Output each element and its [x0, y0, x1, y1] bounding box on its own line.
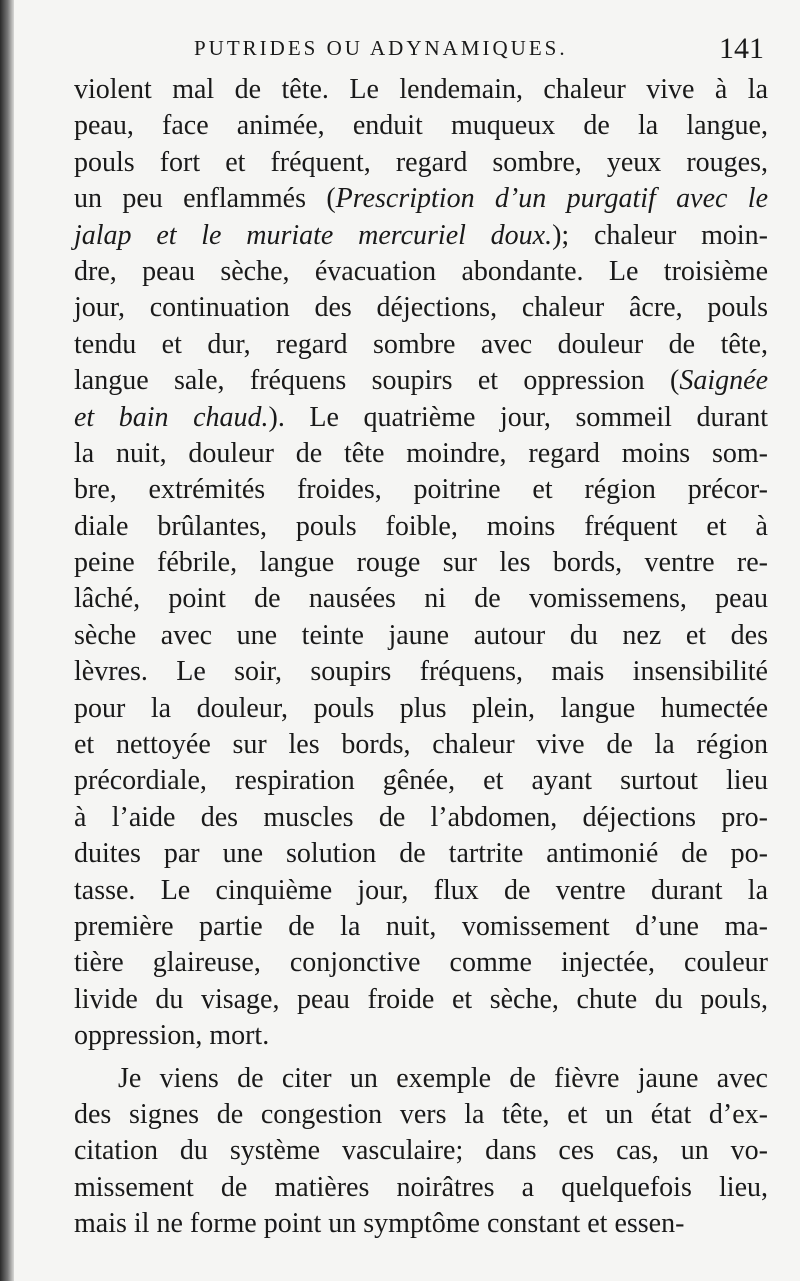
text-line: et bain chaud.). Le quatrième jour, sommeil durant [74, 401, 768, 433]
text-line: jour, continuation des déjections, chaleur âcre, pouls [74, 292, 768, 324]
text-line: peine fébrile, langue rouge sur les bords, ventre re- [74, 547, 768, 579]
text-line: peau, face animée, enduit muqueux de la langue, [74, 110, 768, 142]
text-line: diale brûlantes, pouls foible, moins fréquent et à [74, 510, 768, 542]
text-line: Je viens de citer un exemple de fièvre jaune avec [118, 1062, 768, 1094]
text-line: tière glaireuse, conjonctive comme injectée, couleur [74, 947, 768, 979]
text-line: dre, peau sèche, évacuation abondante. Le troisième [74, 255, 768, 287]
text-line: première partie de la nuit, vomissement d’une ma- [74, 910, 768, 942]
text-line: missement de matières noirâtres a quelquefois lieu, [74, 1171, 768, 1203]
page-body [74, 72, 768, 1243]
text-line: duites par une solution de tartrite antimonié de po- [74, 838, 768, 870]
text-line: langue sale, fréquens soupirs et oppression (Saignée [74, 365, 768, 397]
text-line: livide du visage, peau froide et sèche, chute du pouls, [74, 983, 768, 1015]
running-title: PUTRIDES OU ADYNAMIQUES. [194, 36, 568, 60]
text-line: un peu enflammés (Prescription d’un purgatif avec le [74, 183, 768, 215]
text-line: et nettoyée sur les bords, chaleur vive de la région [74, 729, 768, 761]
text-line: lèvres. Le soir, soupirs fréquens, mais insensibilité [74, 656, 768, 688]
text-line: tasse. Le cinquième jour, flux de ventre durant la [74, 874, 768, 906]
text-line: mais il ne forme point un symptôme constant et essen- [74, 1208, 685, 1240]
book-page [14, 0, 800, 1281]
text-line: citation du système vasculaire; dans ces cas, un vo- [74, 1135, 768, 1167]
text-line: lâché, point de nausées ni de vomissemens, peau [74, 583, 768, 615]
text-line: la nuit, douleur de tête moindre, regard moins som- [74, 437, 768, 469]
text-line: pour la douleur, pouls plus plein, langue humectée [74, 692, 768, 724]
page-header [74, 32, 764, 72]
text-line: sèche avec une teinte jaune autour du nez et des [74, 619, 768, 651]
text-line: oppression, mort. [74, 1020, 270, 1052]
text-line: bre, extrémités froides, poitrine et région précor- [74, 474, 768, 506]
text-line: précordiale, respiration gênée, et ayant surtout lieu [74, 765, 768, 797]
text-line: violent mal de tête. Le lendemain, chaleur vive à la [74, 74, 768, 105]
text-line: jalap et le muriate mercuriel doux.); chaleur moin- [74, 219, 768, 251]
text-line: des signes de congestion vers la tête, et un état d’ex- [74, 1098, 768, 1130]
text-line: à l’aide des muscles de l’abdomen, déjections pro- [74, 801, 768, 833]
page-number: 141 [719, 32, 764, 65]
text-line: tendu et dur, regard sombre avec douleur de tête, [74, 328, 768, 360]
text-line: pouls fort et fréquent, regard sombre, yeux rouges, [74, 146, 768, 178]
book-gutter [0, 0, 14, 1281]
